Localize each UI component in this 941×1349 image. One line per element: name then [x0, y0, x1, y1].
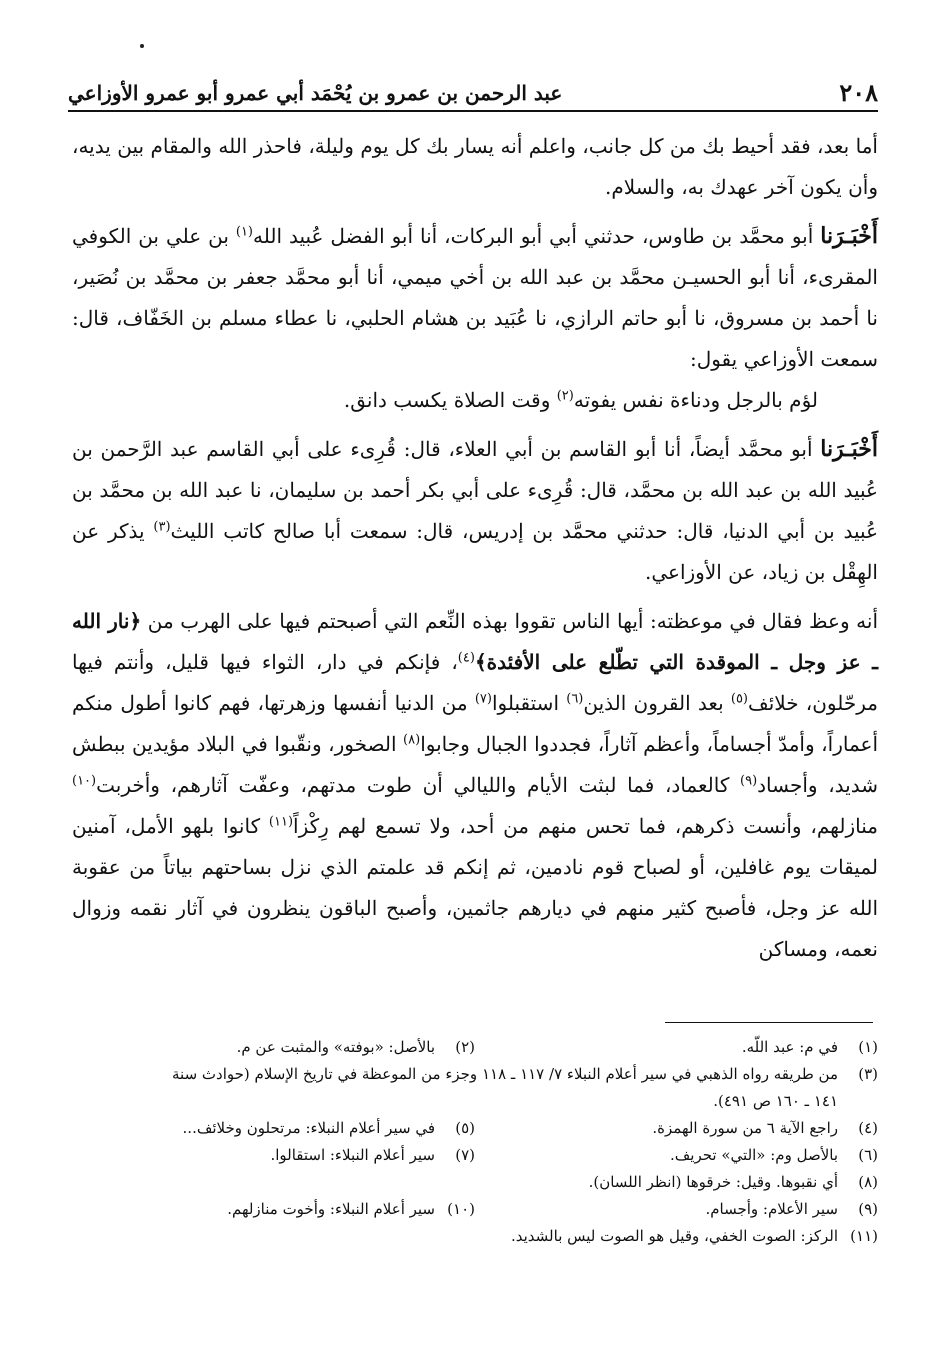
footnote-number: (٩) [858, 1200, 878, 1218]
footnote-row [72, 1169, 878, 1196]
paragraph-text: يذكر عن الهِقْل بن زياد، عن الأوزاعي. [72, 519, 878, 584]
paragraph-text: بعد القرون الذين [583, 691, 731, 715]
footnotes [72, 1034, 878, 1250]
footnote-row [72, 1088, 878, 1115]
footnote-divider [665, 1022, 873, 1023]
paragraph-text: أنه وعظ فقال في موعظته: أيها الناس تقووا بهذه النِّعم التي أصبحتم فيها على الهرب من [141, 609, 878, 633]
footnote-ref-4: (٤) [457, 650, 475, 666]
paragraph-sermon [72, 601, 878, 970]
footnote-number: (٨) [858, 1173, 878, 1191]
footnote-text: أي نقبوها. وقيل: خرقوها (انظر اللسان). [588, 1173, 838, 1191]
footnote-row [72, 1115, 878, 1142]
quran-quote: ﴿نار الله ـ عز وجل ـ الموقدة التي تطّلع على الأفئدة﴾ [72, 609, 879, 674]
footnote-number: (٧) [455, 1146, 475, 1164]
footnote-9 [475, 1196, 878, 1223]
saying-text: وقت الصلاة يكسب دانق. [343, 388, 557, 412]
footnote-text: في م: عبد اللّه. [741, 1038, 838, 1056]
footnote-text: ١٤١ ـ ١٦٠ ص ٤٩١). [713, 1092, 838, 1110]
running-title: عبد الرحمن بن عمرو بن يُحْمَد أبي عمرو أبو عمرو الأوزاعي [68, 81, 563, 105]
footnote-row [72, 1142, 878, 1169]
akhbarana-keyword: أَخْبَـرَنا [820, 436, 878, 462]
footnote-10 [72, 1196, 475, 1223]
footnote-2 [72, 1034, 475, 1061]
footnote-text: سير أعلام النبلاء: وأخوت منازلهم. [227, 1200, 435, 1218]
footnote-text: بالأصل: «بوفته» والمثبت عن م. [236, 1038, 435, 1056]
footnote-7 [72, 1142, 475, 1169]
footnote-1 [475, 1034, 878, 1061]
footnote-ref-7: (٧) [474, 691, 492, 707]
footnote-ref-10: (١٠) [72, 773, 97, 789]
paragraph-text: أما بعد، فقد أحيط بك من كل جانب، واعلم أنه يسار بك كل يوم وليلة، فاحذر الله والمقام بين يديه، وأن يكون آخر عهدك به، والسلام. [72, 134, 878, 199]
footnote-3 [72, 1061, 878, 1088]
footnote-number: (١٠) [447, 1200, 475, 1218]
footnote-text: بالأصل وم: «التي» تحريف. [669, 1146, 838, 1164]
quoted-saying [72, 380, 878, 421]
footnote-ref-2: (٢) [556, 388, 574, 404]
footnote-text: الركز: الصوت الخفي، وقيل هو الصوت ليس بالشديد. [510, 1227, 838, 1245]
footnote-number: (٤) [858, 1119, 878, 1137]
paragraph-letter-ending [72, 126, 878, 208]
paragraph-text: من الدنيا أنفسها وزهرتها، فهم كانوا أطول منكم أعماراً، وأمدّ أجساماً، وأعظم آثاراً، فجددوا الجبال وجابوا [72, 691, 878, 756]
footnote-6 [475, 1142, 878, 1169]
footnote-5 [72, 1115, 475, 1142]
footnote-ref-5: (٥) [730, 691, 748, 707]
saying-text: لؤم بالرجل ودناءة نفس يفوته [573, 388, 818, 412]
paragraph-text: استقبلوا [491, 691, 567, 715]
footnote-number: (٥) [455, 1119, 475, 1137]
footnote-ref-3: (٣) [153, 519, 171, 535]
paragraph-text: ، فإنكم في دار، الثواء فيها قليل، وأنتم فيها مرحّلون، خلائف [72, 650, 879, 715]
paragraph-isnad-1 [72, 216, 878, 380]
footnote-text: راجع الآية ٦ من سورة الهمزة. [652, 1119, 838, 1137]
scan-speck [140, 44, 144, 48]
footnote-ref-1: (١) [235, 224, 253, 240]
paragraph-text: الصخور، ونقّبوا في البلاد مؤيدين ببطش شديد، وأجساد [72, 732, 878, 797]
footnote-text: من طريقه رواه الذهبي في سير أعلام النبلاء ٧/ ١١٧ ـ ١١٨ وجزء من الموعظة في تاريخ الإسلام (حوادث سنة [172, 1065, 838, 1083]
page-number: ٢٠٨ [839, 78, 878, 107]
footnote-8 [72, 1169, 878, 1196]
footnote-ref-9: (٩) [740, 773, 758, 789]
footnote-4 [475, 1115, 878, 1142]
footnote-text: في سير أعلام النبلاء: مرتحلون وخلائف... [182, 1119, 435, 1137]
paragraph-text: منازلهم، وأنست ذكرهم، فما تحس منهم من أحد، ولا تسمع لهم رِكْزاً [293, 814, 878, 838]
paragraph-isnad-2 [72, 429, 878, 593]
footnote-row [72, 1061, 878, 1088]
paragraph-text: كانوا بلهو الأمل، آمنين لميقات يوم غافلين، أو لصباح قوم نادمين، ثم إنكم قد علمتم الذي نزل بساحتهم بياتاً من عقوبة الله عز وجل، فأصبح كثير منهم في ديارهم جاثمين، وأصبح الباقون ينظرون في آثار نقمه وزوال نعمه، ومساكن [72, 814, 878, 961]
footnote-ref-6: (٦) [566, 691, 584, 707]
footnote-text: سير أعلام النبلاء: استقالوا. [270, 1146, 435, 1164]
paragraph-text: بن علي بن الكوفي المقرىء، أنا أبو الحسيـن محمَّد بن عبد الله بن أخي ميمي، أنا أبو محمَّد جعفر بن محمَّد بن نُصَير، نا أحمد بن مسروق، نا أبو حاتم الرازي، نا عُبَيد بن هشام الحلبي، نا عطاء مسلم بن الخَفّاف، قال: سمعت الأوزاعي يقول: [72, 224, 878, 371]
footnote-ref-11: (١١) [268, 814, 294, 830]
running-header [68, 72, 878, 112]
footnote-ref-8: (٨) [403, 732, 421, 748]
main-text [72, 126, 878, 970]
footnote-text: سير الأعلام: وأجسام. [705, 1200, 838, 1218]
akhbarana-keyword: أَخْبَـرَنا [820, 223, 878, 249]
footnote-row [72, 1034, 878, 1061]
footnote-row [72, 1223, 878, 1250]
footnote-number: (١) [858, 1038, 878, 1056]
paragraph-text: أبو محمَّد بن طاوس، حدثني أبي أبو البركات، أنا أبو الفضل عُبيد الله [253, 224, 821, 248]
footnote-row [72, 1196, 878, 1223]
footnote-number: (٢) [455, 1038, 475, 1056]
footnote-11 [72, 1223, 878, 1250]
footnote-number: (١١) [850, 1227, 878, 1245]
paragraph-text: كالعماد، فما لبثت الأيام والليالي أن طوت مدتهم، وعفّت آثارهم، وأخربت [96, 773, 740, 797]
paragraph-text: أبو محمَّد أيضاً، أنا أبو القاسم بن أبي العلاء، قال: قُرِىء على أبي القاسم عبد الرَّحمن بن عُبيد الله بن عبد الله بن محمَّد، قال: قُرِىء على أبي بكر أحمد بن سليمان، نا عبد الله بن محمَّد بن عُبيد بن أبي الدنيا، قال: حدثني محمَّد بن إدريس، قال: سمعت أبا صالح كاتب الليث [72, 437, 879, 543]
footnote-number: (٦) [858, 1146, 878, 1164]
footnote-3-continued [72, 1088, 838, 1115]
footnote-number: (٣) [858, 1065, 878, 1083]
